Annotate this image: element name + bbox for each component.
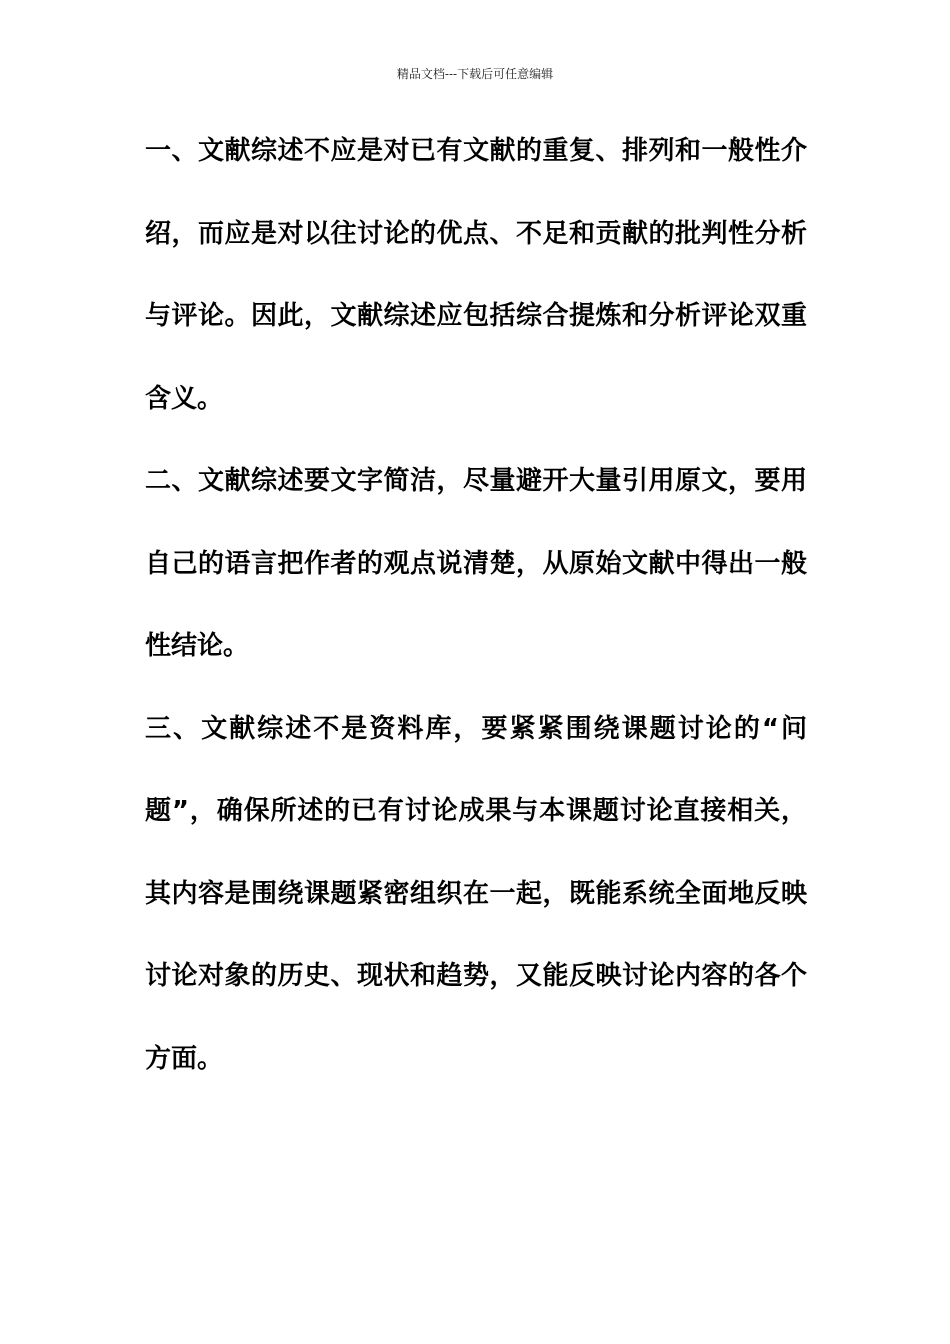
document-body — [145, 110, 807, 1100]
paragraph-3: 三、文献综述不是资料库，要紧紧围绕课题讨论的“问题”，确保所述的已有讨论成果与本课题讨论直接相关，其内容是围绕课题紧密组织在一起，既能系统全面地反映讨论对象的历史、现状和趋势，又能反映讨论内容的各个方面。 — [145, 713, 807, 1074]
page-header: 精品文档---下载后可任意编辑 — [396, 67, 554, 81]
paragraph-2: 二、文献综述要文字简洁，尽量避开大量引用原文，要用自己的语言把作者的观点说清楚，从原始文献中得出一般性结论。 — [145, 466, 807, 661]
paragraph-1: 一、文献综述不应是对已有文献的重复、排列和一般性介绍，而应是对以往讨论的优点、不足和贡献的批判性分析与评论。因此，文献综述应包括综合提炼和分析评论双重含义。 — [145, 136, 807, 414]
